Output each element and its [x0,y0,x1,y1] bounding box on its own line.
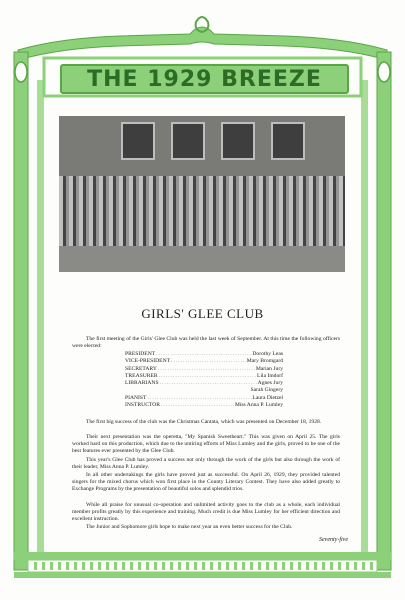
officer-row [125,373,283,380]
officer-name: Laura Dietzel [252,394,283,401]
officer-role: INSTRUCTOR [125,402,161,409]
officer-role: TREASURER [125,372,158,379]
page-number: Seventy-five [319,537,348,543]
officer-name-secondary: Sarah Gingery [250,387,283,394]
article-intro: The first meeting of the Girls' Glee Club was held the last week of September. At this time the following officers were elected: [72,336,340,349]
article-paragraph: The Junior and Sophomore girls hope to make next year an even better success for the Club. [86,524,293,530]
officer-name: Agnes Jury [257,380,283,387]
article-title: GIRLS' GLEE CLUB [141,306,264,321]
officer-role: PRESIDENT [125,351,156,357]
photo-group-of-girls [59,176,345,246]
officer-name: Marian Jury [255,365,283,372]
officer-name: Dorothy Leas [252,351,283,357]
photo-window [221,122,255,160]
photo-window [171,122,205,160]
photo-ground [59,246,345,272]
article-paragraph: While all praise for unusual co-operation and unlimited activity goes to the club as a whole, each individual member profits greatly by this experience and training. Much credit is due Miss Lumley for her efficient direction and excellent instruction. [72,502,340,522]
yearbook-title: THE 1929 BREEZE [60,64,349,94]
photo-window [121,122,155,160]
group-photo [59,116,345,272]
officer-row [125,351,283,358]
officer-role: VICE-PRESIDENT [125,358,171,365]
officer-row [125,402,283,409]
officer-name: Lila Imdorf [257,372,283,379]
officer-row [125,366,283,373]
officer-row [125,358,283,365]
officer-role: SECRETARY [125,365,157,372]
officer-role: LIBRARIANS [125,380,159,387]
officer-role: PIANIST [125,394,147,401]
officer-name: Miss Anna P. Lumley [234,402,283,409]
officer-name: Mary Bromgard [246,358,283,365]
officers-list [125,351,283,409]
officer-row [125,395,283,402]
article-paragraph: In all other undertakings the girls have proved just as successful. On April 26, 1929, they provided talented singers for the mixed chorus which won first place in the County Literary Contest. They have also added greatly to Exchange Programs by the presentation of beautiful solos and splendid trios. [72,472,340,492]
photo-window [271,122,305,160]
article-paragraph: Their next presentation was the operetta, "My Spanish Sweetheart." This was given on April 25. The girls worked hard on this production, which due to the untiring efforts of Miss Lumley and the girls, proved to be one of the best features ever presented by the Glee Club. [72,434,340,454]
article-paragraph: This year's Glee Club has proved a success not only through the work of the girls but also through the work of their leader, Miss Anna P. Lumley. [72,457,340,470]
officer-row [125,380,283,387]
article-paragraph: The first big success of the club was the Christmas Cantata, which was presented on December 18, 1928. [86,419,322,425]
